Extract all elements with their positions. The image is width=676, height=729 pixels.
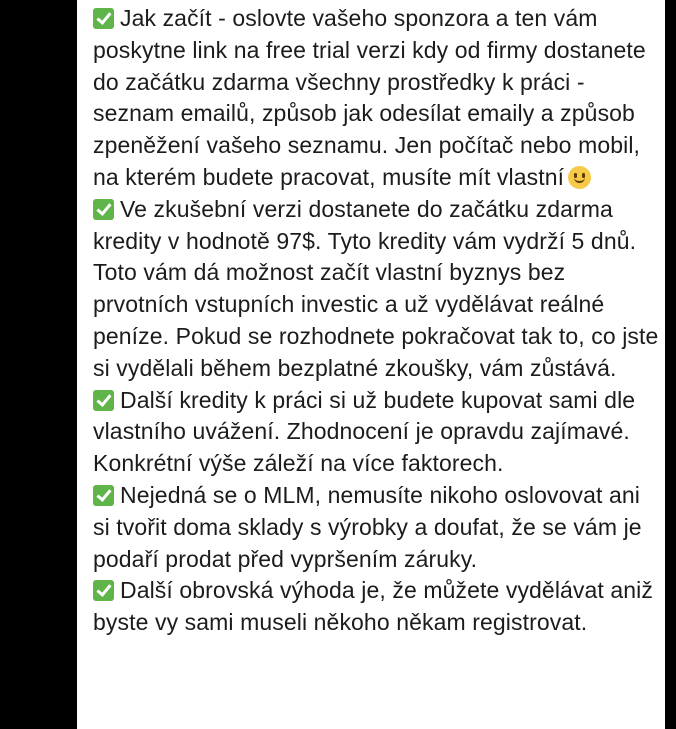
paragraph-more-credits: [93, 385, 663, 480]
message-body: [93, 3, 663, 639]
paragraph-not-mlm: [93, 480, 663, 575]
paragraph-text: Ve zkušební verzi dostanete do začátku zdarma kredity v hodnotě 97$. Tyto kredity vám vydrží 5 dnů. Toto vám dá možnost začít vlastní byznys bez prvotních vstupních investic a už vydělávat reálné peníze. Pokud se rozhodnete pokračovat tak to, co jste si vydělali během bezplatné zkoušky, vám zůstává.: [93, 195, 659, 381]
check-mark-icon: [93, 390, 114, 411]
check-mark-icon: [93, 485, 114, 506]
smiling-face-icon: [568, 166, 591, 189]
paragraph-text: Nejedná se o MLM, nemusíte nikoho oslovovat ani si tvořit doma sklady s výrobky a doufat, že se vám je podaří prodat před vypršením záruky.: [93, 481, 642, 572]
paragraph-trial-credits: [93, 194, 663, 385]
paragraph-text: Další kredity k práci si už budete kupovat sami dle vlastního uvážení. Zhodnocení je opravdu zajímavé. Konkrétní výše záleží na více faktorech.: [93, 386, 636, 477]
paragraph-text: Další obrovská výhoda je, že můžete vydělávat aniž byste vy sami museli někoho někam registrovat.: [93, 577, 653, 636]
check-mark-icon: [93, 199, 114, 220]
paragraph-text: Jak začít - oslovte vašeho sponzora a ten vám poskytne link na free trial verzi kdy od firmy dostanete do začátku zdarma všechny prostředky k práci - seznam emailů, způsob jak odesílat emaily a způsob zpeněžení vašeho seznamu. Jen počítač nebo mobil, na kterém budete pracovat, musíte mít vlastní: [93, 5, 646, 190]
check-mark-icon: [93, 8, 114, 29]
check-mark-icon: [93, 580, 114, 601]
message-bubble: [77, 0, 665, 729]
paragraph-advantage: [93, 575, 663, 639]
paragraph-how-to-start: [93, 3, 663, 194]
